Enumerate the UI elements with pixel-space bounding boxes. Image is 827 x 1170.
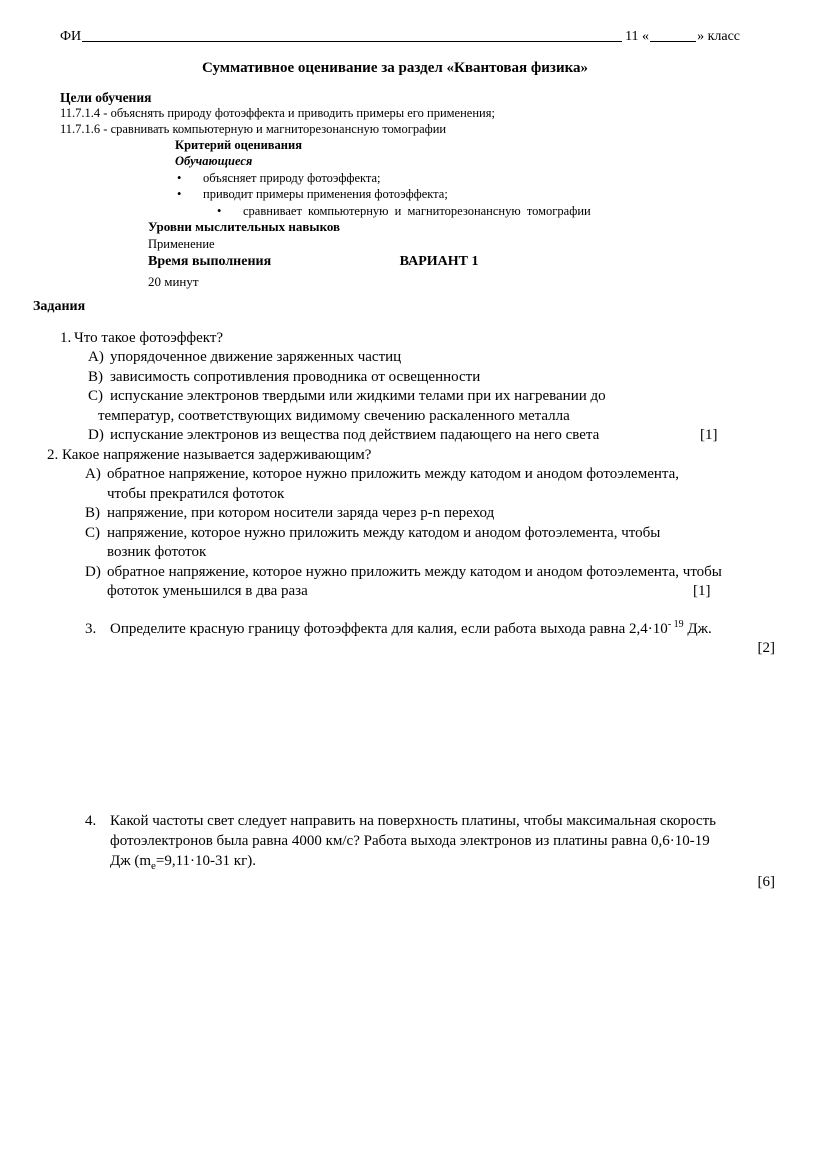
question-1-options bbox=[88, 348, 790, 446]
option-text-line: обратное напряжение, которое нужно приложить между катодом и анодом фотоэлемента, чтобы bbox=[107, 563, 722, 580]
criteria-bullet-text: сравнивает компьютерную и магниторезонансную томографии bbox=[243, 203, 591, 218]
option-text bbox=[98, 387, 790, 426]
points-badge: [6] bbox=[757, 873, 775, 890]
question-text-part: Дж (m bbox=[110, 852, 152, 869]
criteria-heading: Критерий оценивания bbox=[175, 138, 302, 152]
question-text-part: Дж. bbox=[683, 620, 712, 637]
question-text-line: Какой частоты свет следует направить на поверхность платины, чтобы максимальная скорость bbox=[110, 812, 716, 829]
option-text: упорядоченное движение заряженных частиц bbox=[110, 349, 402, 366]
option-letter: A) bbox=[88, 349, 104, 366]
timing-row bbox=[148, 253, 790, 271]
criteria-bullet bbox=[175, 186, 790, 202]
question-2 bbox=[47, 446, 790, 602]
option-b bbox=[88, 368, 790, 388]
option-letter: C) bbox=[85, 524, 100, 541]
question-1 bbox=[60, 329, 790, 446]
class-label-prefix: 11 « bbox=[625, 29, 650, 44]
option-letter: B) bbox=[85, 505, 100, 522]
option-text-line: чтобы прекратился фототок bbox=[107, 485, 285, 502]
option-a bbox=[85, 465, 790, 504]
criteria-section bbox=[175, 137, 790, 219]
question-text-part: Определите красную границу фотоэффекта для калия, если работа выхода равна 2,4·10 bbox=[110, 620, 668, 637]
option-text bbox=[107, 465, 790, 504]
question-3-text bbox=[85, 620, 790, 640]
objective-item: 11.7.1.6 - сравнивать компьютерную и магниторезонансную томографии bbox=[60, 121, 447, 136]
question-number: 3. bbox=[85, 620, 97, 637]
option-text: напряжение, при котором носители заряда через p-n переход bbox=[107, 505, 495, 522]
question-text-line: фотоэлектронов была равна 4000 км/с? Работа выхода электронов из платины равна 0,6·10-19 bbox=[110, 832, 710, 849]
criteria-bullet bbox=[215, 203, 790, 219]
header bbox=[60, 28, 790, 45]
class-label-suffix: » класс bbox=[697, 29, 740, 44]
option-a bbox=[88, 348, 790, 368]
subscript: е bbox=[151, 859, 156, 872]
question-text bbox=[110, 620, 790, 640]
question-2-options bbox=[85, 465, 790, 602]
bullet-icon: • bbox=[177, 170, 182, 185]
question-1-title bbox=[60, 329, 790, 349]
objectives-section bbox=[60, 89, 790, 137]
criteria-bullet bbox=[175, 170, 790, 186]
option-text: зависимость сопротивления проводника от освещенности bbox=[110, 368, 481, 385]
variant-label: ВАРИАНТ 1 bbox=[399, 253, 479, 269]
option-text bbox=[107, 563, 790, 602]
criteria-bullet-text: приводит примеры применения фотоэффекта; bbox=[203, 187, 448, 202]
criteria-subheading: Обучающиеся bbox=[175, 154, 253, 169]
bullet-icon: • bbox=[217, 203, 222, 218]
skills-section bbox=[148, 219, 790, 252]
class-blank-line bbox=[650, 40, 696, 42]
duration-value: 20 минут bbox=[148, 273, 199, 289]
option-letter: C) bbox=[88, 388, 103, 405]
option-text-line: фототок уменьшился в два раза bbox=[107, 583, 308, 600]
question-text bbox=[110, 811, 790, 871]
option-text-line: температур, соответствующих видимому свечению раскаленного металла bbox=[98, 407, 570, 424]
question-4-text bbox=[85, 811, 790, 871]
question-text: Что такое фотоэффект? bbox=[74, 329, 224, 346]
question-number: 2. bbox=[47, 446, 59, 463]
name-field-label: ФИ bbox=[60, 29, 82, 44]
timing-heading: Время выполнения bbox=[148, 253, 272, 269]
option-c bbox=[88, 387, 790, 426]
option-c bbox=[85, 524, 790, 563]
option-letter: D) bbox=[88, 427, 104, 444]
option-text-line: испускание электронов твердыми или жидкими телами при их нагревании до bbox=[110, 388, 606, 405]
name-blank-line bbox=[82, 40, 622, 42]
question-number: 1. bbox=[60, 329, 72, 346]
skills-value: Применение bbox=[148, 236, 215, 251]
option-b bbox=[85, 504, 790, 524]
tasks-heading: Задания bbox=[33, 298, 86, 314]
option-letter: A) bbox=[85, 466, 101, 483]
question-number: 4. bbox=[85, 812, 97, 829]
option-text-line: напряжение, которое нужно приложить между катодом и анодом фотоэлемента, чтобы bbox=[107, 524, 661, 541]
option-letter: D) bbox=[85, 563, 101, 580]
option-letter: B) bbox=[88, 368, 103, 385]
criteria-bullet-text: объясняет природу фотоэффекта; bbox=[203, 170, 381, 185]
exponent: - 19 bbox=[667, 618, 684, 630]
objectives-heading: Цели обучения bbox=[60, 90, 152, 105]
points-badge: [1] bbox=[693, 583, 711, 600]
points-badge: [1] bbox=[700, 427, 718, 444]
points-badge: [2] bbox=[757, 640, 775, 657]
option-text bbox=[107, 524, 790, 563]
skills-heading: Уровни мыслительных навыков bbox=[148, 219, 341, 235]
option-text: испускание электронов из вещества под действием падающего на него света bbox=[110, 427, 600, 444]
question-2-title bbox=[47, 446, 790, 466]
option-text-line: возник фототок bbox=[107, 544, 207, 561]
objective-item: 11.7.1.4 - объяснять природу фотоэффекта и приводить примеры его применения; bbox=[60, 106, 495, 120]
question-text-line bbox=[110, 851, 790, 871]
bullet-icon: • bbox=[177, 187, 182, 202]
option-d bbox=[88, 426, 790, 446]
option-d bbox=[85, 563, 790, 602]
question-4 bbox=[60, 811, 790, 892]
option-text-line: обратное напряжение, которое нужно приложить между катодом и анодом фотоэлемента, bbox=[107, 466, 680, 483]
question-3 bbox=[60, 620, 790, 659]
question-text: Какое напряжение называется задерживающим? bbox=[62, 446, 372, 463]
document-title: Суммативное оценивание за раздел «Квантовая физика» bbox=[201, 60, 589, 76]
question-text-part: =9,11·10-31 кг). bbox=[155, 852, 256, 869]
